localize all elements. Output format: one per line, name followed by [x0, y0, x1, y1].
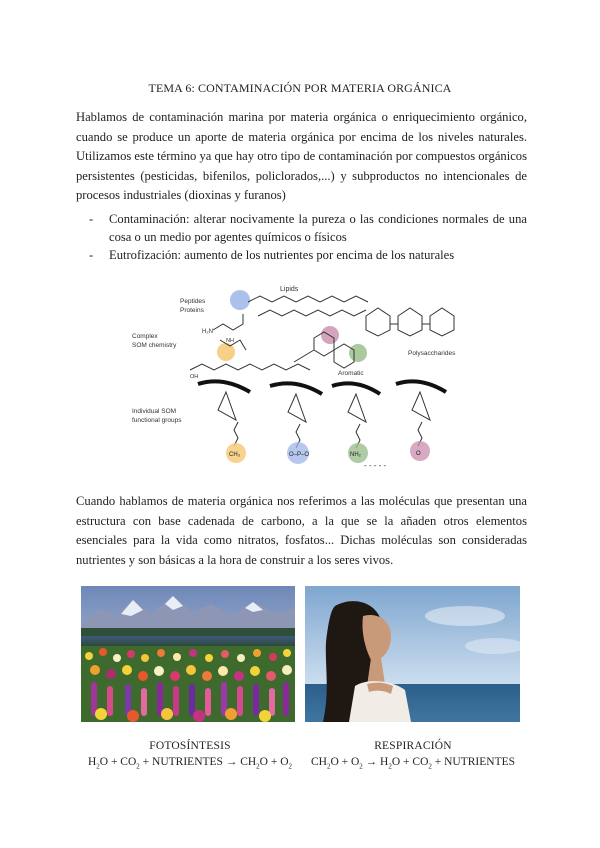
highlight-purple: [321, 326, 339, 344]
tether-2: [288, 394, 306, 422]
list-bullet: -: [89, 248, 94, 262]
list-item-text: Contaminación: alterar nocivamente la pureza o las condiciones normales de una cosa o un medio por agentes químicos o físicos: [109, 212, 527, 244]
respiration-equation: $CH_2O + O_2 \to H_2O + CO_2$ + NUTRIENTES: [310, 756, 516, 771]
organic-matter-paragraph: Cuando hablamos de materia orgánica nos referimos a las moléculas que presentan una estructura con base cadenada de carbono, a la que se la añaden otros elementos esenciales para la vida como nitratos, fosfatos... Dichas moléculas son consideradas nutrientes y son básicas a la hora de construir a los seres vivos.: [76, 494, 527, 567]
polysaccharides-label: Polysaccharides: [408, 350, 456, 357]
oh-label: OH: [190, 374, 199, 380]
highlight-blue: [230, 290, 250, 310]
surface-segment-1: [198, 381, 250, 392]
proteins-label: Proteins: [180, 307, 204, 314]
nh-label: NH: [226, 338, 234, 344]
linker-1: [234, 422, 238, 446]
tether-4: [412, 392, 430, 420]
highlight-green: [349, 344, 367, 362]
aromatic-link: [294, 350, 314, 362]
photosynthesis-photo: [81, 586, 295, 722]
list-bullet: -: [89, 212, 94, 226]
ch3-label: CH₃: [229, 452, 241, 458]
list-item-text: Eutrofización: aumento de los nutrientes por encima de los naturales: [109, 248, 455, 262]
respiration-title: RESPIRACIÓN: [374, 740, 452, 752]
functional-groups-label: functional groups: [132, 417, 182, 424]
phosphate-label: O–P–O: [289, 452, 310, 458]
peptide-bonds: [213, 314, 243, 330]
nh2-label: NH₂: [350, 452, 361, 458]
aromatic-label: Aromatic: [338, 370, 364, 377]
complex-label: Complex: [132, 333, 158, 340]
som-chemistry-label: SOM chemistry: [132, 342, 177, 349]
list-item: [89, 210, 527, 246]
list-item: [89, 246, 527, 264]
definition-list: [89, 210, 527, 264]
surface-segment-2: [270, 383, 322, 394]
tether-1: [218, 392, 236, 420]
individual-som-label: Individual SOM: [132, 408, 177, 415]
peptides-label: Peptides: [180, 298, 206, 305]
lipid-chain-2: [258, 310, 366, 316]
sugar-ring-3: [430, 308, 454, 336]
respiration-photo: [305, 586, 520, 722]
lipid-chain: [248, 296, 368, 302]
highlight-orange: [217, 343, 235, 361]
photosynthesis-equation: $H_2O + CO_2$ + NUTRIENTES → $CH_2O + O_2$: [87, 756, 293, 771]
sugar-ring-1: [366, 308, 390, 336]
ellipsis-dashes: - - - - -: [364, 461, 387, 470]
som-chemistry-diagram: [128, 280, 473, 470]
tether-3: [348, 394, 366, 422]
h2n-label: H₂N: [202, 329, 213, 335]
photosynthesis-title: FOTOSÍNTESIS: [149, 740, 231, 752]
fatty-acid-chain: [190, 364, 310, 370]
surface-segment-3: [332, 383, 380, 394]
sugar-ring-2: [398, 308, 422, 336]
carboxyl-label: O: [416, 451, 421, 457]
page-title: TEMA 6: CONTAMINACIÓN POR MATERIA ORGÁNICA: [148, 81, 452, 95]
surface-segment-4: [396, 381, 446, 392]
respiration-caption: [293, 738, 533, 774]
intro-paragraph: Hablamos de contaminación marina por materia orgánica o enriquecimiento orgánico, cuando se produce un aporte de materia orgánica por encima de los niveles naturales. Utilizamos este término ya que hay otro tipo de contaminación por compuestos orgánicos persistentes (pesticidas, bifenilos, policlorados,...) y subproductos no intencionales de procesos industriales (dioxinas y furanos): [76, 110, 527, 202]
photosynthesis-caption: [70, 738, 310, 774]
lipids-label: Lipids: [280, 286, 299, 293]
